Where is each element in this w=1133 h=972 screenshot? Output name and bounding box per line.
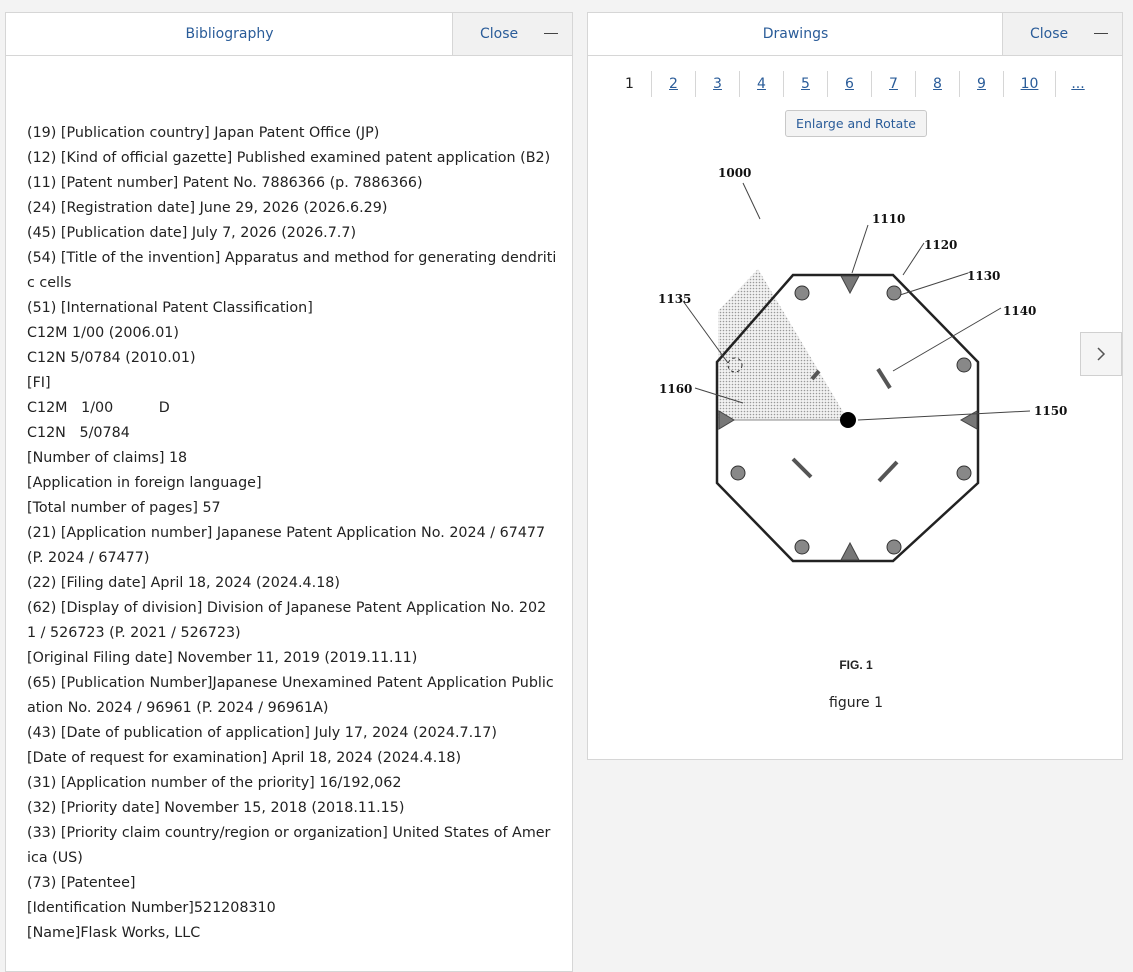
minimize-icon [1094, 33, 1108, 34]
bibliography-line: (33) [Priority claim country/region or organization] United States of Amer [27, 825, 551, 841]
label-1130: 1130 [967, 269, 1001, 283]
bibliography-line: (P. 2024 / 67477) [27, 550, 150, 566]
label-1120: 1120 [924, 238, 958, 252]
bibliography-line: (31) [Application number of the priority] 16/192,062 [27, 775, 402, 791]
bibliography-line: 1 / 526723 (P. 2021 / 526723) [27, 625, 241, 641]
label-1135: 1135 [658, 292, 692, 306]
page-link-6[interactable]: 6 [828, 71, 872, 97]
bibliography-line: [Identification Number]521208310 [27, 900, 276, 916]
bibliography-line: [Number of claims] 18 [27, 450, 188, 466]
bibliography-line: (11) [Patent number] Patent No. 7886366 (p. 7886366) [27, 175, 423, 191]
bibliography-line: (43) [Date of publication of application] July 17, 2024 (2024.7.17) [27, 725, 497, 741]
figure-caption: FIG. 1 [839, 658, 873, 672]
page-link-3[interactable]: 3 [696, 71, 740, 97]
page-link-4[interactable]: 4 [740, 71, 784, 97]
drawings-header [588, 13, 1122, 56]
page-link-2[interactable]: 2 [652, 71, 696, 97]
bibliography-line: [Total number of pages] 57 [27, 500, 221, 516]
center-dot [840, 412, 856, 428]
bibliography-line: (22) [Filing date] April 18, 2024 (2024.4.18) [27, 575, 340, 591]
chevron-right-icon [1081, 333, 1121, 375]
label-1110: 1110 [872, 212, 906, 226]
bibliography-line: [Date of request for examination] April 18, 2024 (2024.4.18) [27, 750, 462, 766]
patent-figure [638, 143, 1074, 583]
bibliography-line: (65) [Publication Number]Japanese Unexamined Patent Application Public [27, 675, 554, 691]
bibliography-line: (32) [Priority date] November 15, 2018 (2018.11.15) [27, 800, 405, 816]
enlarge-rotate-button[interactable]: Enlarge and Rotate [785, 110, 927, 137]
drawings-title: Drawings [762, 26, 829, 42]
bibliography-panel [5, 12, 573, 972]
page-link-1: 1 [608, 71, 652, 97]
bibliography-line: C12M 1/00 D [27, 400, 170, 416]
bibliography-line: [FI] [27, 375, 51, 391]
drawings-close-button[interactable] [1002, 13, 1122, 55]
bibliography-line: (24) [Registration date] June 29, 2026 (2026.6.29) [27, 200, 388, 216]
page-link-9[interactable]: 9 [960, 71, 1004, 97]
label-1150: 1150 [1034, 404, 1068, 418]
bibliography-line: (54) [Title of the invention] Apparatus and method for generating dendriti [27, 250, 557, 266]
shaded-sector [718, 269, 848, 420]
bibliography-line: (45) [Publication date] July 7, 2026 (2026.7.7) [27, 225, 357, 241]
bibliography-line: [Name]Flask Works, LLC [27, 925, 201, 941]
bibliography-close-label: Close [480, 26, 519, 42]
bibliography-line: [Application in foreign language] [27, 475, 262, 491]
bibliography-line: ation No. 2024 / 96961 (P. 2024 / 96961A) [27, 700, 329, 716]
page-more-link[interactable]: ... [1071, 76, 1085, 92]
bibliography-line: (51) [International Patent Classification] [27, 300, 313, 316]
bibliography-line: (21) [Application number] Japanese Patent Application No. 2024 / 67477 [27, 525, 546, 541]
page-link-7[interactable]: 7 [872, 71, 916, 97]
bibliography-line: (12) [Kind of official gazette] Published examined patent application (B2) [27, 150, 551, 166]
page-link-8[interactable]: 8 [916, 71, 960, 97]
bibliography-title: Bibliography [185, 26, 274, 42]
bibliography-line: ica (US) [27, 850, 83, 866]
bibliography-line: c cells [27, 275, 72, 291]
label-1140: 1140 [1003, 304, 1037, 318]
drawings-close-label: Close [1030, 26, 1069, 42]
page-link-5[interactable]: 5 [784, 71, 828, 97]
drawings-panel [587, 12, 1123, 760]
label-1160: 1160 [659, 382, 693, 396]
drawing-pagination [608, 71, 1108, 97]
page-link-10[interactable]: 10 [1004, 71, 1056, 97]
bibliography-line: C12M 1/00 (2006.01) [27, 325, 179, 341]
bibliography-line: (73) [Patentee] [27, 875, 136, 891]
bibliography-line: (62) [Display of division] Division of Japanese Patent Application No. 202 [27, 600, 547, 616]
bibliography-line: [Original Filing date] November 11, 2019 (2019.11.11) [27, 650, 418, 666]
figure-text: figure 1 [829, 695, 883, 711]
bibliography-list [27, 121, 557, 946]
label-1000: 1000 [718, 166, 752, 180]
bibliography-line: (19) [Publication country] Japan Patent Office (JP) [27, 125, 380, 141]
bibliography-line: C12N 5/0784 [27, 425, 130, 441]
bibliography-header [6, 13, 572, 56]
next-drawing-button[interactable] [1080, 332, 1122, 376]
bibliography-line: C12N 5/0784 (2010.01) [27, 350, 196, 366]
bibliography-close-button[interactable] [452, 13, 572, 55]
minimize-icon [544, 33, 558, 34]
